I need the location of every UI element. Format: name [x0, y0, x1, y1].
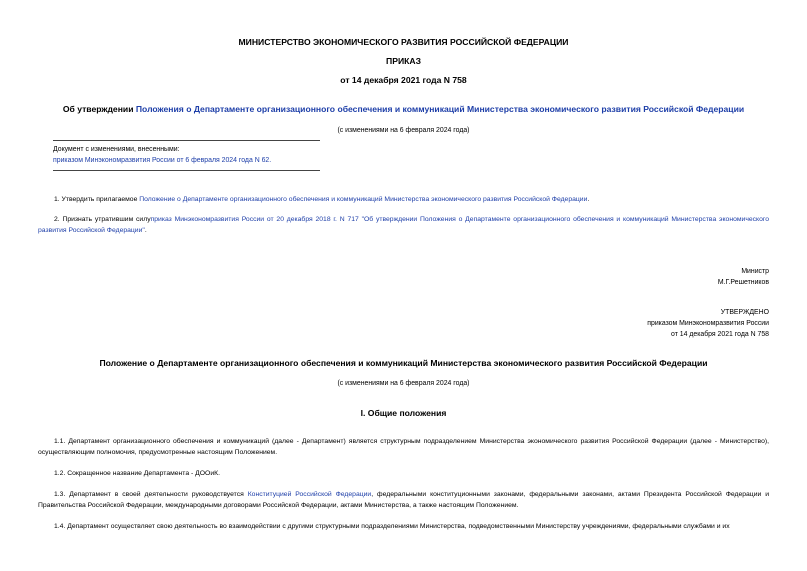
- paragraph-1-3: [38, 489, 769, 511]
- order-date-number: от 14 декабря 2021 года N 758: [340, 75, 467, 85]
- approval-line-3: от 14 декабря 2021 года N 758: [671, 331, 769, 338]
- approval-line-2: приказом Минэкономразвития России: [647, 320, 769, 327]
- item-2-prefix: 2. Признать утратившим силу: [54, 216, 151, 223]
- constitution-link[interactable]: Конституцией Российской Федерации: [247, 491, 372, 498]
- order-title: [0, 104, 807, 114]
- paragraph-1-3-suffix: , федеральными конституционными законами, федеральными законами, актами Президента Российской Федерации и Правительства Российской Федерации, международными договорами Российской Федерации, актами Министерства, а также настоящим Положением.: [38, 491, 770, 509]
- signature-name: М.Г.Решетников: [717, 279, 769, 286]
- regulation-title: Положение о Департаменте организационного обеспечения и коммуникаций Министерства экономического развития Российской Федерации: [99, 358, 708, 368]
- item-2-link[interactable]: приказ Минэкономразвития России от 20 декабря 2018 г. N 717 "Об утверждении Положения о Департаменте организационного обеспечения и коммуникаций Министерства экономического развития Российской Федерации": [38, 216, 769, 234]
- amended-note: (с изменениями на 6 февраля 2024 года): [337, 127, 470, 134]
- approval-line-1: УТВЕРЖДЕНО: [720, 309, 769, 316]
- ministry-heading: МИНИСТЕРСТВО ЭКОНОМИЧЕСКОГО РАЗВИТИЯ РОССИЙСКОЙ ФЕДЕРАЦИИ: [238, 37, 569, 47]
- paragraph-1-3-prefix: 1.3. Департамент в своей деятельности руководствуется: [54, 491, 248, 498]
- changes-order-link[interactable]: приказом Минэкономразвития России от 6 февраля 2024 года N 62.: [53, 157, 272, 164]
- item-2-suffix: .: [144, 227, 147, 234]
- item-1-suffix: .: [587, 196, 590, 203]
- section-heading: I. Общие положения: [360, 408, 447, 418]
- changes-box-bottom-rule: [53, 170, 320, 171]
- item-1-link[interactable]: Положение о Департаменте организационного обеспечения и коммуникаций Министерства экономического развития Российской Федерации: [139, 196, 588, 203]
- order-title-prefix: Об утверждении: [62, 104, 136, 114]
- doc-type-heading: ПРИКАЗ: [386, 56, 421, 66]
- regulation-title-link[interactable]: Положения о Департаменте организационного обеспечения и коммуникаций Министерства экономического развития Российской Федерации: [135, 104, 745, 114]
- paragraph-1-1: 1.1. Департамент организационного обеспечения и коммуникаций (далее - Департамент) является структурным подразделением Министерства экономического развития Российской Федерации (далее - Министерство), осуществляющим полномочия, предусмотренные настоящим Положением.: [38, 438, 769, 456]
- item-2: [38, 214, 769, 236]
- item-1-prefix: 1. Утвердить прилагаемое: [54, 196, 140, 203]
- paragraph-1-2: 1.2. Сокращенное название Департамента - ДООиК.: [54, 470, 220, 477]
- paragraph-1-4: 1.4. Департамент осуществляет свою деятельность во взаимодействии с другими структурными подразделениями Министерства, подведомственными Министерству учреждениями, федеральными службами и их: [54, 523, 730, 530]
- signature-block: [718, 266, 769, 288]
- changes-box-top-rule: [53, 140, 320, 141]
- changes-box-intro: Документ с изменениями, внесенными:: [53, 146, 180, 153]
- item-1: [38, 194, 769, 205]
- signature-role: Министр: [741, 268, 769, 275]
- regulation-amended-note: (с изменениями на 6 февраля 2024 года): [337, 380, 470, 387]
- approval-block: [647, 307, 769, 340]
